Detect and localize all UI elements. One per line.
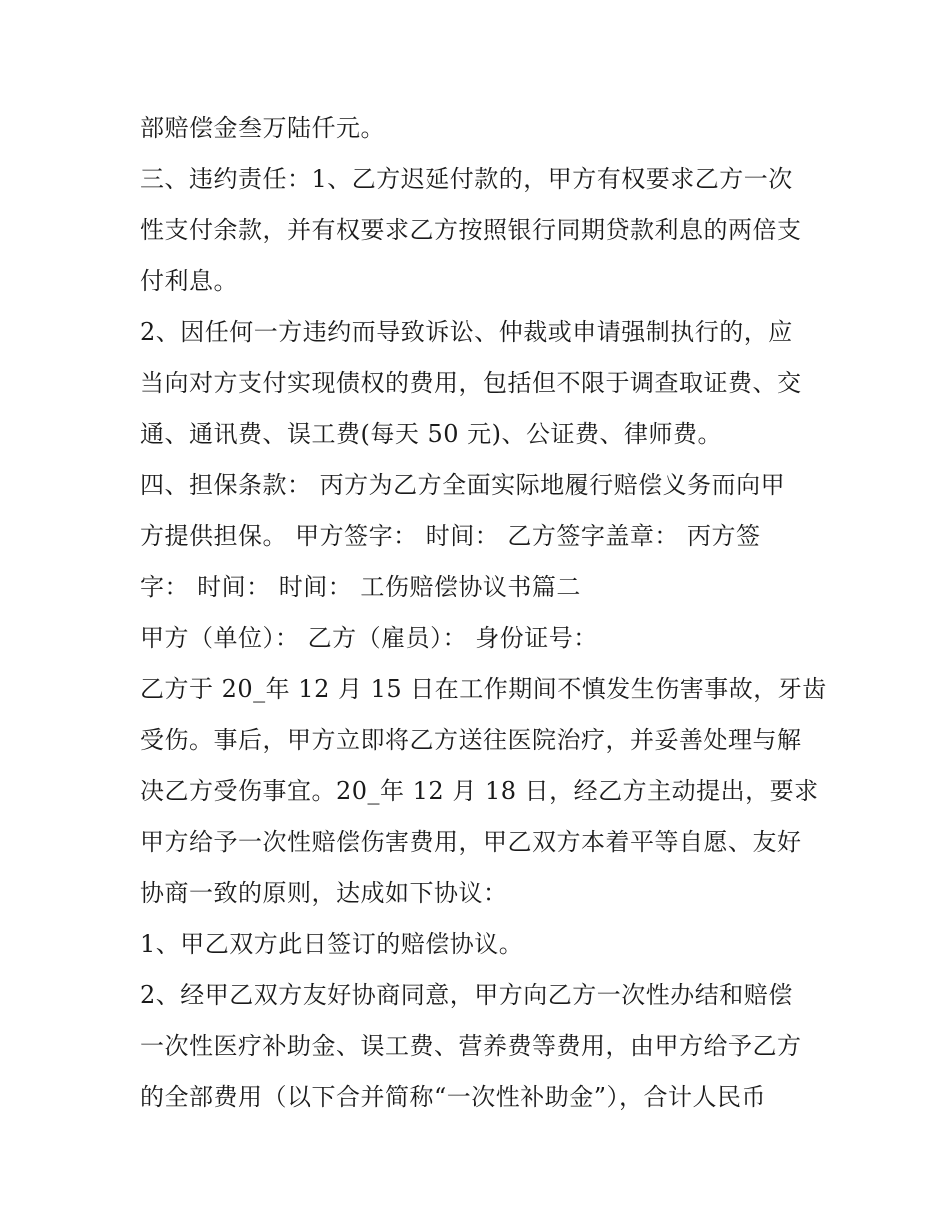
text-line: 甲方（单位）： 乙方（雇员）： 身份证号： (140, 624, 598, 652)
text-line: 协商一致的原则，达成如下协议： (140, 879, 508, 907)
text-line: 1、甲乙双方此日签订的赔偿协议。 (140, 930, 524, 958)
text-line: 甲方给予一次性赔偿伤害费用，甲乙双方本着平等自愿、友好 (140, 828, 802, 856)
text-line: 通、通讯费、误工费(每天 50 元)、公证费、律师费。 (140, 420, 723, 448)
text-line: 字： 时间： 时间： 工伤赔偿协议书篇二 (140, 573, 581, 601)
text-line: 2、经甲乙双方友好协商同意，甲方向乙方一次性办结和赔偿 (140, 981, 793, 1009)
text-line: 决乙方受伤事宜。20_年 12 月 18 日，经乙方主动提出，要求 (140, 777, 819, 805)
text-line: 性支付余款，并有权要求乙方按照银行同期贷款利息的两倍支 (140, 216, 802, 244)
text-line: 付利息。 (140, 267, 238, 295)
text-line: 三、违约责任：1、乙方迟延付款的，甲方有权要求乙方一次 (140, 165, 793, 193)
text-line: 一次性医疗补助金、误工费、营养费等费用，由甲方给予乙方 (140, 1032, 802, 1060)
text-line: 乙方于 20_年 12 月 15 日在工作期间不慎发生伤害事故，牙齿 (140, 675, 827, 703)
text-line: 部赔偿金叁万陆仟元。 (140, 114, 385, 142)
text-line: 2、因任何一方违约而导致诉讼、仲裁或申请强制执行的，应 (140, 318, 793, 346)
text-line: 受伤。事后，甲方立即将乙方送往医院治疗，并妥善处理与解 (140, 726, 802, 754)
text-line: 方提供担保。 甲方签字： 时间： 乙方签字盖章： 丙方签 (140, 522, 761, 550)
text-line: 当向对方支付实现债权的费用，包括但不限于调查取证费、交 (140, 369, 802, 397)
text-line: 的全部费用（以下合并简称“一次性补助金”），合计人民币 (140, 1083, 767, 1111)
text-line: 四、担保条款： 丙方为乙方全面实际地履行赔偿义务而向甲 (140, 471, 786, 499)
